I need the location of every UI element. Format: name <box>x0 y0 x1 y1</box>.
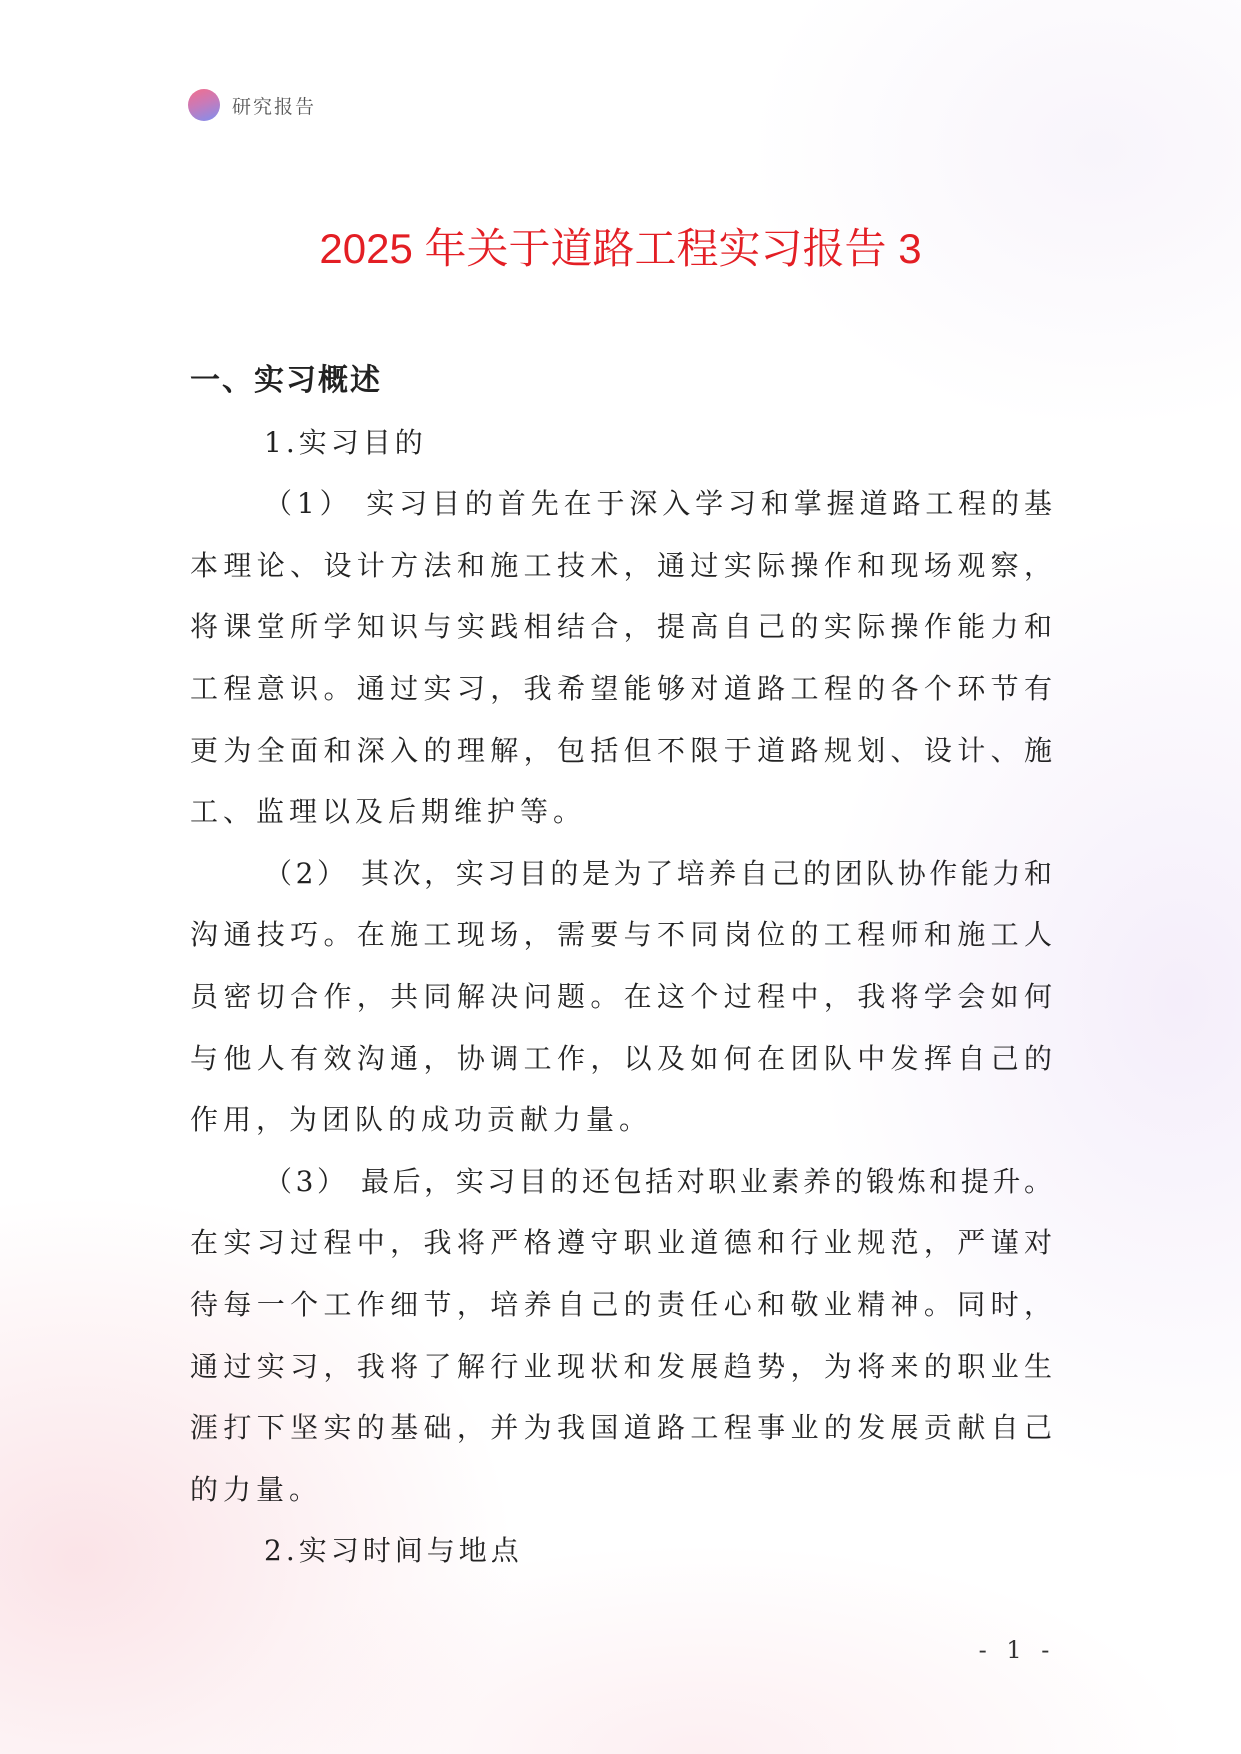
paragraph-line: 员密切合作，共同解决问题。在这个过程中，我将学会如何 <box>190 979 1053 1013</box>
paragraph-line: 待每一个工作细节，培养自己的责任心和敬业精神。同时， <box>190 1287 1053 1321</box>
paragraph-line: 在实习过程中，我将严格遵守职业道德和行业规范，严谨对 <box>190 1226 1053 1260</box>
paragraph-line: 沟通技巧。在施工现场，需要与不同岗位的工程师和施工人 <box>190 918 1053 952</box>
paragraph-line: （2） 其次，实习目的是为了培养自己的团队协作能力和 <box>264 856 1053 890</box>
document-body <box>190 350 1053 1582</box>
page-header <box>188 89 316 121</box>
paragraph-3 <box>190 1151 1053 1521</box>
document-title: 2025 年关于道路工程实习报告 3 <box>319 225 922 272</box>
paragraph-line: 的力量。 <box>190 1472 323 1506</box>
paragraph-line: 本理论、设计方法和施工技术，通过实际操作和现场观察， <box>190 548 1053 582</box>
paragraph-line: 与他人有效沟通，协调工作，以及如何在团队中发挥自己的 <box>190 1041 1053 1075</box>
section-heading: 一、实习概述 <box>190 363 382 398</box>
paragraph-line: 工、监理以及后期维护等。 <box>190 795 587 829</box>
subsection-heading-purpose: 1.实习目的 <box>264 425 427 459</box>
paragraph-line: 通过实习，我将了解行业现状和发展趋势，为将来的职业生 <box>190 1349 1053 1383</box>
subsection-heading-time-place: 2.实习时间与地点 <box>264 1534 523 1568</box>
paragraph-1 <box>190 473 1053 843</box>
paragraph-line: （1） 实习目的首先在于深入学习和掌握道路工程的基 <box>264 487 1053 521</box>
paragraph-line: 更为全面和深入的理解，包括但不限于道路规划、设计、施 <box>190 733 1053 767</box>
page-number: - 1 - <box>978 1636 1056 1664</box>
paragraph-line: （3） 最后，实习目的还包括对职业素养的锻炼和提升。 <box>264 1164 1053 1198</box>
paragraph-line: 工程意识。通过实习，我希望能够对道路工程的各个环节有 <box>190 671 1053 705</box>
paragraph-2 <box>190 843 1053 1151</box>
paragraph-line: 将课堂所学知识与实践相结合，提高自己的实际操作能力和 <box>190 610 1053 644</box>
paragraph-line: 涯打下坚实的基础，并为我国道路工程事业的发展贡献自己 <box>190 1411 1053 1445</box>
header-label: 研究报告 <box>232 95 317 118</box>
logo-icon <box>188 89 220 121</box>
paragraph-line: 作用，为团队的成功贡献力量。 <box>190 1103 653 1137</box>
